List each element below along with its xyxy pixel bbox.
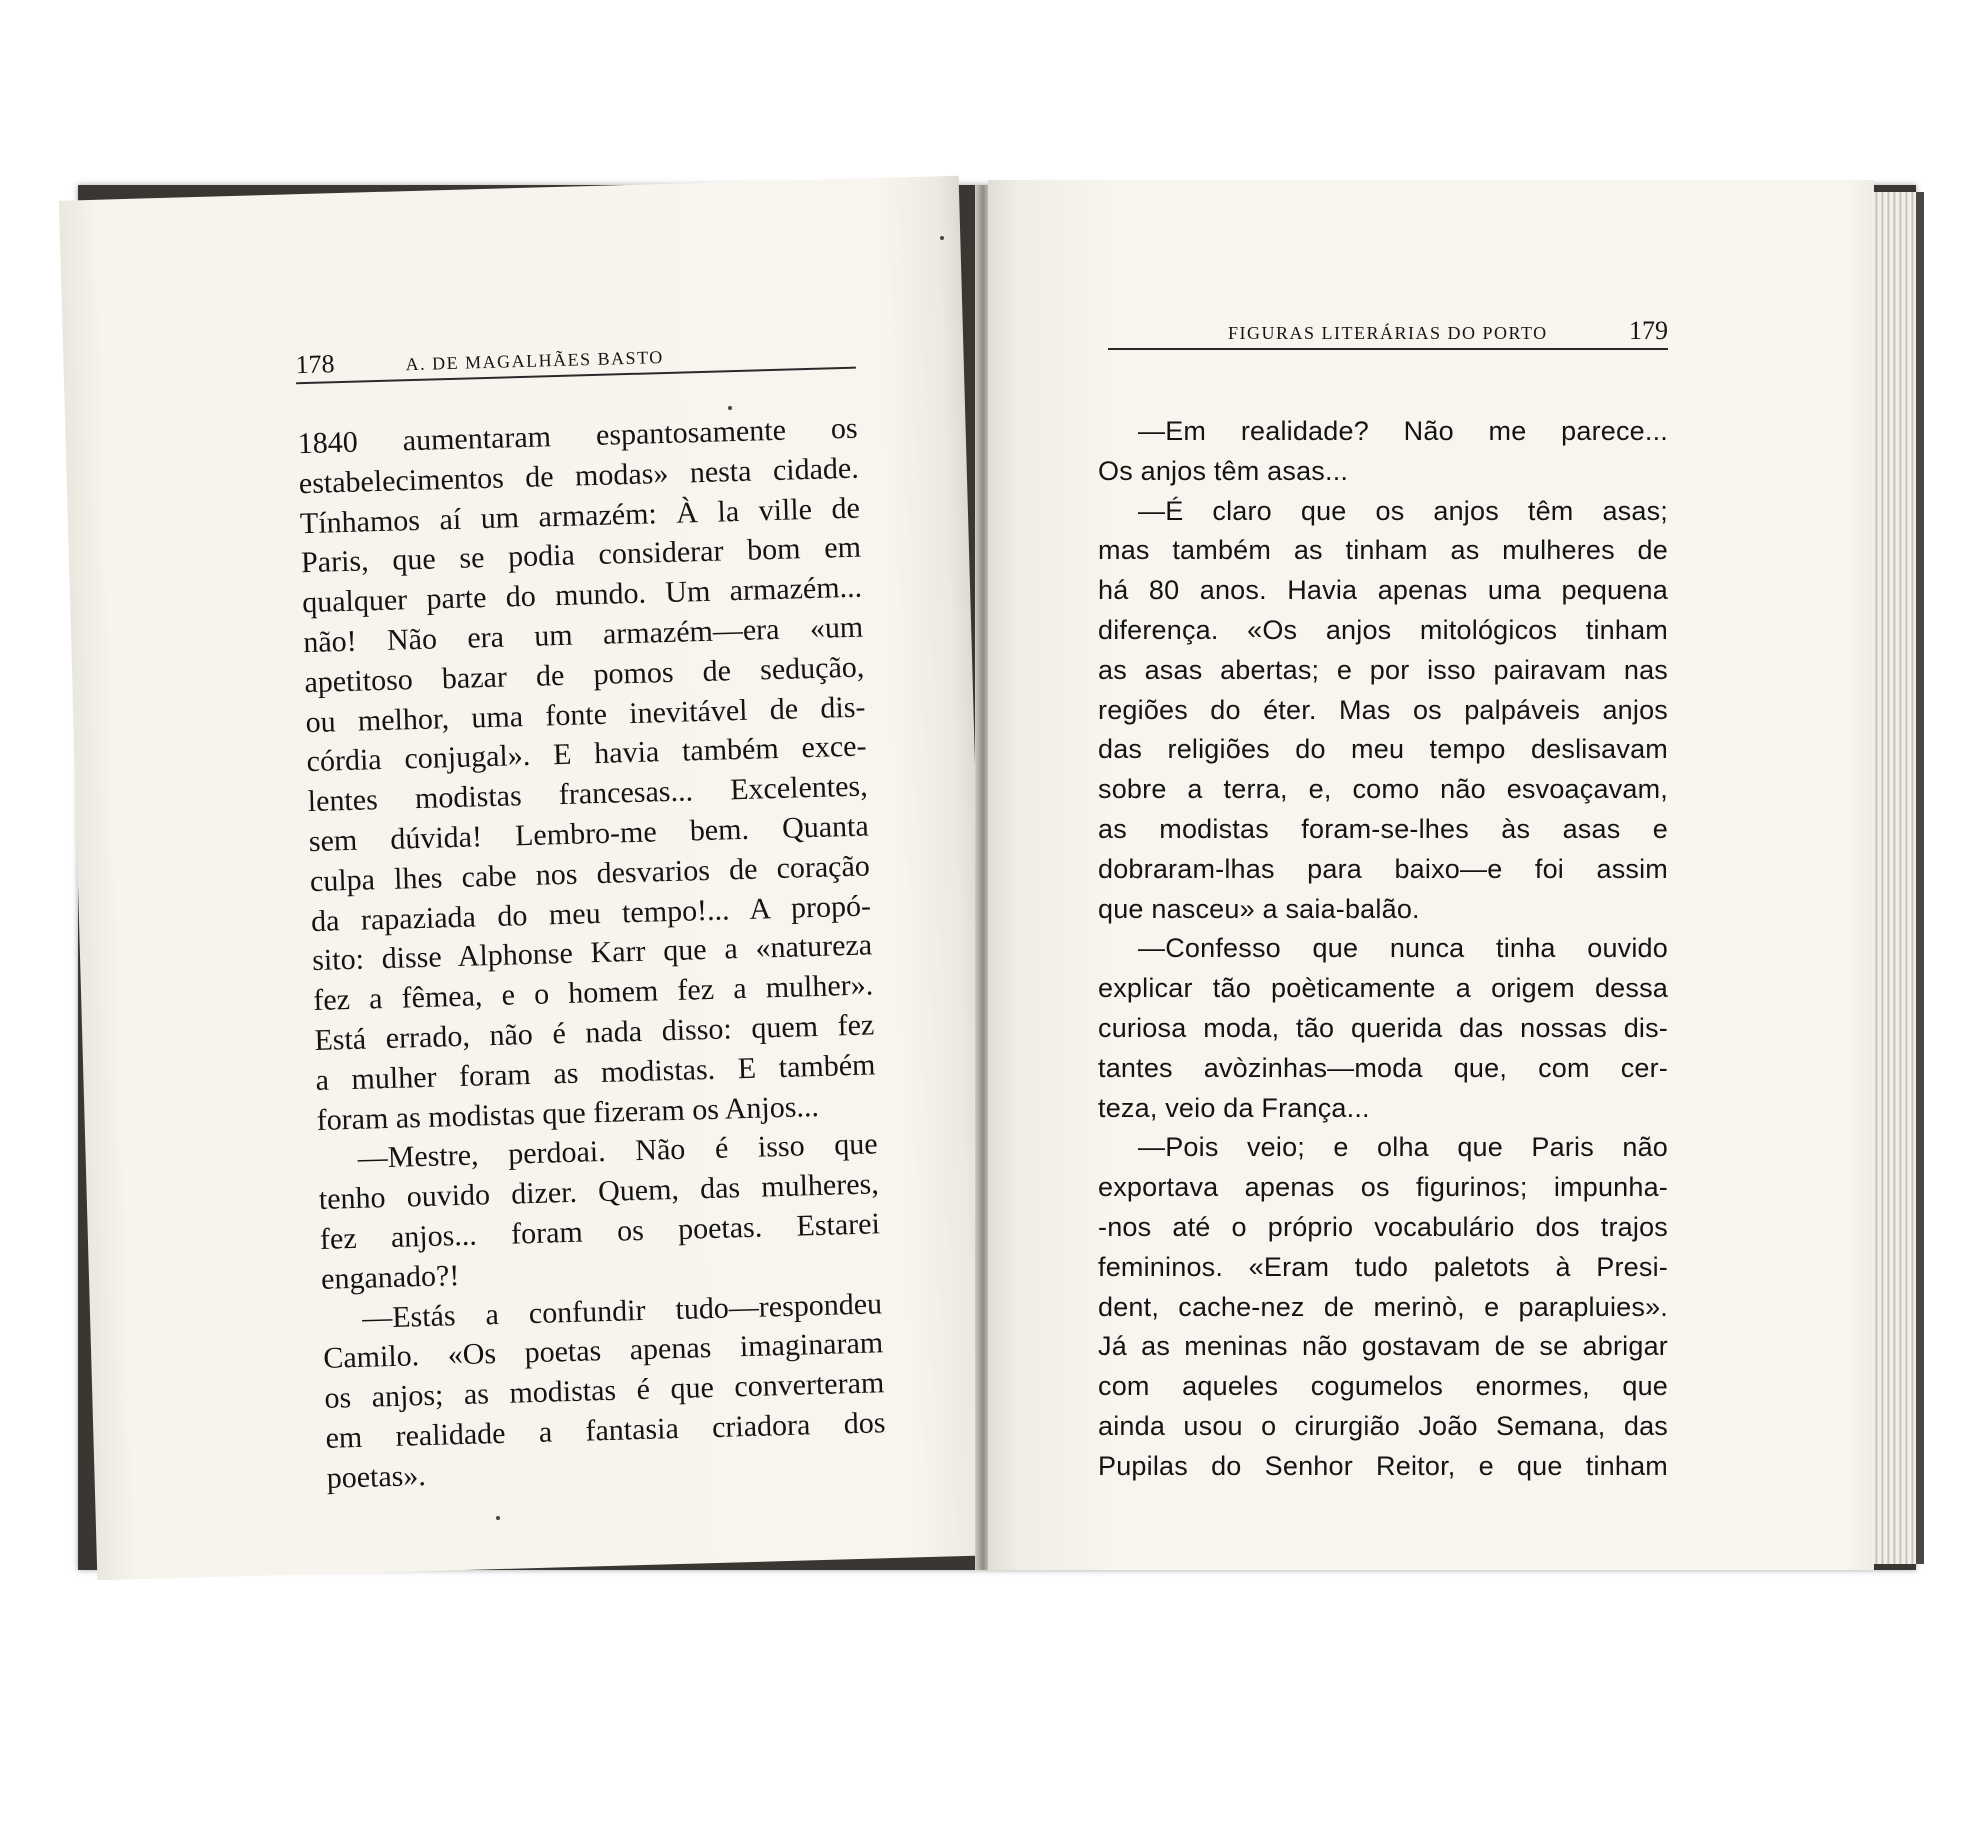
print-speck: [728, 406, 732, 410]
right-page-number: 179: [1629, 316, 1668, 345]
left-page-header: [295, 337, 856, 385]
text-line: as asas abertas; e por isso pairavam nas: [1098, 654, 1668, 685]
text-line: sobre a terra, e, como não esvoaçavam,: [1098, 774, 1668, 805]
text-line: regiões do éter. Mas os palpáveis anjos: [1098, 694, 1668, 725]
text-line: Já as meninas não gostavam de se abrigar: [1098, 1331, 1668, 1362]
text-line: Os anjos têm asas...: [1098, 455, 1349, 486]
text-line: há 80 anos. Havia apenas uma pequena: [1098, 575, 1668, 606]
left-running-head: A. DE MAGALHÃES BASTO: [405, 347, 664, 375]
text-line: —Mestre, perdoai. Não é isso que: [357, 1127, 879, 1176]
text-line: curiosa moda, tão querida das nossas dis-: [1098, 1012, 1668, 1043]
text-line: Paris, que se podia considerar bom em: [300, 530, 862, 580]
left-page: [59, 176, 997, 1581]
text-line: os anjos; as modistas é que converteram: [323, 1366, 885, 1416]
text-line: tenho ouvido dizer. Quem, das mulheres,: [318, 1167, 880, 1217]
right-page-text: [1098, 412, 1668, 1487]
text-line: fez a fêmea, e o homem fez a mulher».: [312, 968, 874, 1018]
right-page: [988, 180, 1874, 1570]
print-speck: [940, 236, 944, 240]
text-line: mas também as tinham as mulheres de: [1098, 535, 1668, 566]
print-speck: [496, 1516, 500, 1520]
text-line: ainda usou o cirurgião João Semana, das: [1098, 1410, 1668, 1441]
text-line: não! Não era um armazém—era «um: [302, 610, 864, 660]
text-line: diferença. «Os anjos mitológicos tinham: [1098, 614, 1668, 645]
text-line: sito: disse Alphonse Karr que a «natureza: [311, 928, 873, 978]
text-line: as modistas foram-se-lhes às asas e: [1098, 813, 1668, 844]
text-line: Tínhamos aí um armazém: À la ville de: [299, 491, 861, 540]
text-line: das religiões do meu tempo deslisavam: [1098, 734, 1668, 765]
text-line: dobraram-lhas para baixo—e foi assim: [1098, 853, 1668, 884]
text-line: a mulher foram as modistas. E também: [315, 1048, 876, 1097]
text-line: ou melhor, uma fonte inevitável de dis-: [305, 690, 866, 739]
text-line: córdia conjugal». E havia também exce-: [306, 729, 867, 779]
left-page-text: [297, 409, 887, 1499]
text-line: que nasceu» a saia-balão.: [1098, 893, 1420, 924]
text-line: poetas».: [326, 1458, 427, 1495]
text-line: com aqueles cogumelos enormes, que: [1098, 1371, 1668, 1402]
text-line: Pupilas do Senhor Reitor, e que tinham: [1098, 1450, 1668, 1481]
text-line: da rapaziada do meu tempo!... A propó-: [310, 889, 872, 938]
text-line: —Estás a confundir tudo—respondeu: [361, 1286, 883, 1335]
text-line: femininos. «Eram tudo paletots à Presi-: [1098, 1251, 1668, 1282]
text-line: —Confesso que nunca tinha ouvido: [1138, 933, 1668, 964]
text-line: exportava apenas os figurinos; impunha-: [1098, 1172, 1668, 1203]
text-line: culpa lhes cabe nos desvarios de coração: [309, 849, 871, 898]
text-line: fez anjos... foram os poetas. Estarei: [319, 1207, 881, 1256]
text-line: Está errado, não é nada disso: quem fez: [313, 1008, 875, 1057]
text-line: -nos até o próprio vocabulário dos trajos: [1098, 1211, 1668, 1242]
page-block-edge: [1872, 192, 1924, 1564]
left-page-number: 178: [295, 349, 335, 380]
right-page-header: [1108, 318, 1668, 350]
text-line: estabelecimentos de modas» nesta cidade.: [298, 451, 860, 501]
text-line: qualquer parte do mundo. Um armazém...: [301, 570, 863, 620]
text-line: —Em realidade? Não me parece...: [1138, 416, 1668, 446]
text-line: apetitoso bazar de pomos de sedução,: [303, 650, 865, 699]
right-running-head: FIGURAS LITERÁRIAS DO PORTO: [1228, 323, 1548, 343]
text-line: Camilo. «Os poetas apenas imaginaram: [322, 1326, 884, 1376]
text-line: em realidade a fantasia criadora dos: [325, 1406, 886, 1455]
text-line: enganado?!: [320, 1258, 460, 1296]
text-line: dent, cache-nez de merinò, e parapluies».: [1098, 1291, 1668, 1322]
text-line: —É claro que os anjos têm asas;: [1138, 495, 1668, 526]
text-line: sem dúvida! Lembro-me bem. Quanta: [308, 809, 870, 859]
text-line: —Pois veio; e olha que Paris não: [1138, 1132, 1668, 1163]
text-line: teza, veio da França...: [1098, 1092, 1370, 1123]
text-line: lentes modistas francesas... Excelentes,: [307, 769, 869, 819]
text-line: explicar tão poèticamente a origem dessa: [1098, 973, 1668, 1004]
text-line: 1840 aumentaram espantosamente os: [297, 411, 859, 461]
text-line: tantes avòzinhas—moda que, com cer-: [1098, 1052, 1668, 1083]
text-line: foram as modistas que fizeram os Anjos...: [316, 1089, 820, 1137]
